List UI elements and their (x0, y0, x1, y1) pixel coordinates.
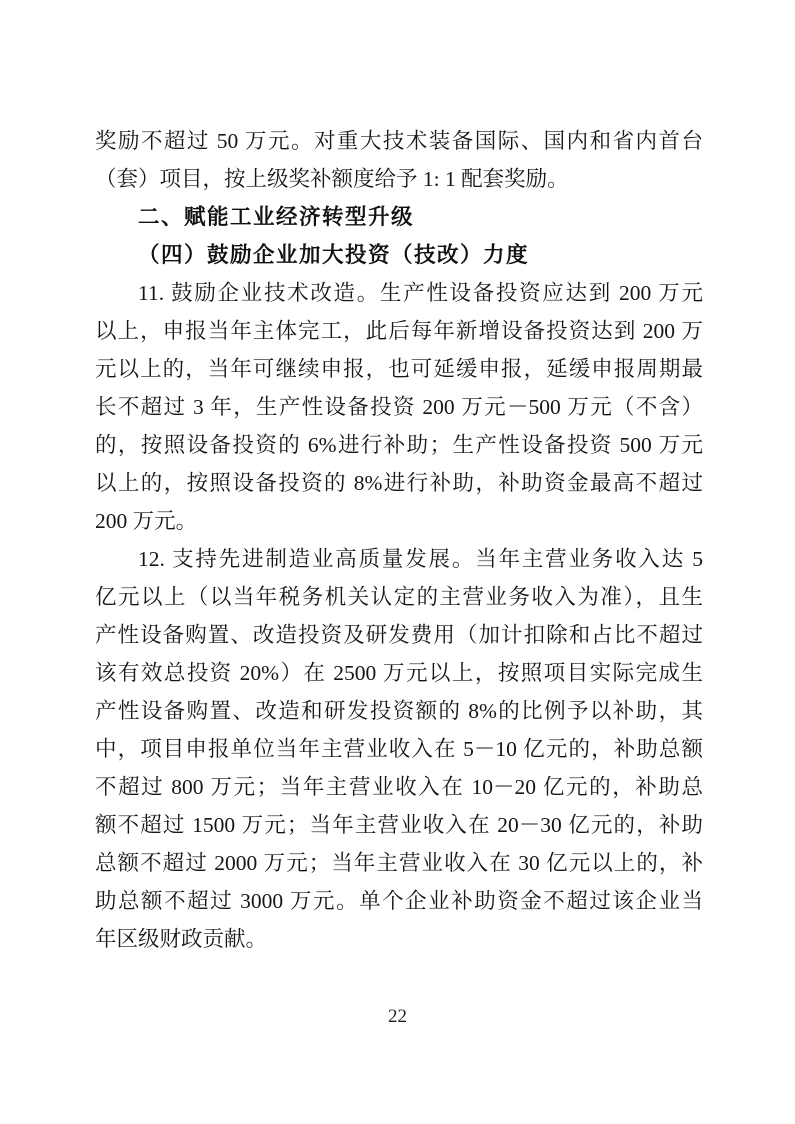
text-line: 额不超过 1500 万元；当年主营业收入在 20－30 亿元的，补助 (95, 813, 703, 837)
document-body (95, 122, 703, 958)
text-line: 中，项目申报单位当年主营业收入在 5－10 亿元的，补助总额 (95, 737, 703, 761)
paragraph-item-11 (95, 274, 703, 540)
text-line: 长不超过 3 年，生产性设备投资 200 万元－500 万元（不含） (95, 395, 703, 419)
text-line: （套）项目，按上级奖补额度给予 1: 1 配套奖励。 (95, 167, 569, 191)
text-line: 助总额不超过 3000 万元。单个企业补助资金不超过该企业当 (95, 889, 703, 913)
text-line: 以上，申报当年主体完工，此后每年新增设备投资达到 200 万 (95, 319, 703, 343)
text-line: 产性设备购置、改造和研发投资额的 8%的比例予以补助，其 (95, 699, 703, 723)
text-line: 年区级财政贡献。 (95, 927, 268, 951)
text-line: 12. 支持先进制造业高质量发展。当年主营业务收入达 5 (138, 547, 703, 571)
text-line: 该有效总投资 20%）在 2500 万元以上，按照项目实际完成生 (95, 661, 703, 685)
text-line: 产性设备购置、改造投资及研发费用（加计扣除和占比不超过 (95, 623, 703, 647)
subsection-heading: （四）鼓励企业加大投资（技改）力度 (138, 243, 530, 267)
page-number: 22 (388, 1006, 407, 1027)
text-line: 以上的，按照设备投资的 8%进行补助，补助资金最高不超过 (95, 471, 703, 495)
text-line: 奖励不超过 50 万元。对重大技术装备国际、国内和省内首台 (95, 129, 703, 153)
text-line: 200 万元。 (95, 509, 198, 533)
text-line: 亿元以上（以当年税务机关认定的主营业务收入为准），且生 (95, 585, 703, 609)
text-line: 元以上的，当年可继续申报，也可延缓申报，延缓申报周期最 (95, 357, 703, 381)
paragraph-item-12 (95, 540, 703, 958)
section-heading: 二、赋能工业经济转型升级 (138, 205, 415, 229)
text-line: 不超过 800 万元；当年主营业收入在 10－20 亿元的，补助总 (95, 775, 703, 799)
text-line: 总额不超过 2000 万元；当年主营业收入在 30 亿元以上的，补 (95, 851, 703, 875)
paragraph-intro-continuation (95, 122, 703, 198)
text-line: 11. 鼓励企业技术改造。生产性设备投资应达到 200 万元 (138, 281, 703, 305)
text-line: 的，按照设备投资的 6%进行补助；生产性设备投资 500 万元 (95, 433, 703, 457)
